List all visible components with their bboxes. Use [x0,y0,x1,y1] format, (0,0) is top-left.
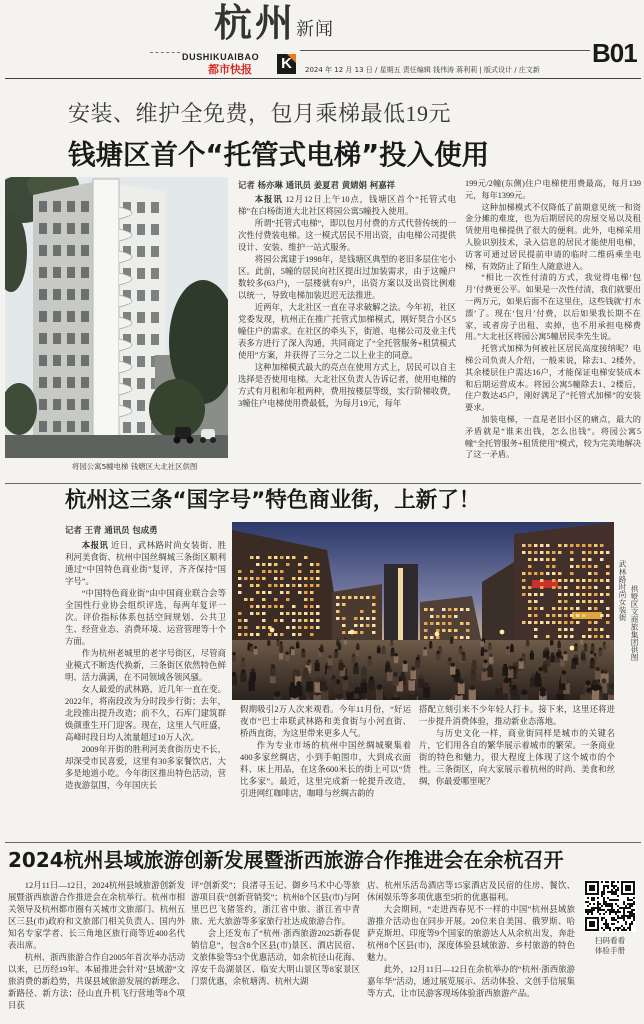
masthead-rule [300,50,590,51]
paragraph: 这种加梯模式最大的亮点在使用方式上，居民可以自主选择是否使用电梯。大北社区负责人告诉记者，使用电梯的方式有月租和年租两种，费用按楼层等级，实行阶梯收费，3幢住户电梯使用费最低，为每月19元，每年 [238,363,456,408]
qr-code-icon [584,880,636,932]
section-divider [5,842,641,843]
building-photo [5,177,228,458]
brand-name: 都市快报 [208,63,252,76]
article2-photo-caption-credit: 拱墅区文商旅集团供图 [630,585,639,661]
article2-column-1 [65,539,226,839]
qr-caption [582,936,638,956]
section-subtitle: 新闻 [296,19,334,40]
article1-column-1 [238,193,456,480]
lead-label: 本报讯 [81,540,109,550]
qr-caption-line: 体验手册 [594,946,626,955]
logo-letter: K [281,55,292,72]
article2-headline: 杭州这三条“国字号”特色商业街，上新了！ [65,488,481,513]
paragraph: “中国特色商业街”由中国商业联合会等全国性行业协会组织评选，每两年复评一次。评价指标体系包括空间规划、公共卫生、经营业态、消费环境、运营管理等十个方面。 [65,589,226,646]
paragraph: “相比一次性付清的方式，我觉得电梯‘包月’付费更公平。如果是一次性付清，我们就要出一两万元，如果后面不在这里住，这些钱就‘打水漂’了。现在‘包月’付费，以后如果我长期不在家，或者房子出租、卖掉，也不用承担电梯费用。”大北社区将园公寓5幢居民李先生说。 [465,273,641,342]
section-title: 杭州 [214,1,297,45]
dateline: 2024 年 12 月 13 日 / 星期五 责任编辑 钱伟涛 蒋利莉 | 版式设计 / 庄文新 [305,66,540,74]
article1-column-2 [465,178,641,480]
paragraph: 评“创新奖”；良渚寻玉记、御乡马术中心等旅游项目获“创新营销奖”；杭州8个区县(市)与阿里巴巴飞猪签约，浙江省中旅、浙江省中青旅、光大旅游等多家旅行社达成旅游合作。 [191,881,360,926]
street-photo [232,522,614,700]
paragraph: 作为杭州老城里的老字号街区，尽管商业模式不断迭代换新，三条街区依然特色鲜明、活力满满，在不同领域各领风骚。 [65,649,226,682]
paragraph: 会上还发布了“杭州·浙西旅游2025新春促销信息”，包含8个区县(市)景区、酒店民宿、文旅体验等53个优惠活动，如余杭径山花海、淳安千岛湖景区、临安大明山景区等8家景区门票优惠，余杭塘湾、杭州大湖 [191,929,360,986]
paragraph: 女人最爱的武林路，近几年一直在变。2022年，将南段改为分时段步行街；去年，北段推出提升改造；前不久，石库门建筑群焕颜重生开门迎客。现在，这里人气旺盛，高峰时段日均人流量超过10万人次。 [65,685,226,742]
paragraph: 杭州、浙西旅游合作自2005年首次举办活动以来，已历经19年。本届推进会针对“县域游”文旅消费的新趋势，共谋县域旅游发展的新理念、新路径、新方法；径山直升机飞行营地等8个项目获 [8,953,185,1010]
paragraph: 2009年开街的胜利河美食街历史不长，却深受市民喜爱，这里有30多家餐饮店，大多是地道小吃。今年街区推出特色活动，营造夜游氛围，今年国庆长 [65,745,226,790]
paragraph: 将园公寓建于1998年，是钱塘区典型的老旧多层住宅小区。此前，5幢的居民向社区提出过加装需求，由于这幢户数较多(63户)，一层楼就有9户，出资方案以及出资比例难以统一，导致电梯加装迟迟无法推进。 [238,255,456,300]
paragraph: 假期吸引2万人次来观看。今年11月份，“好运夜市”巴士串联武林路和美食街与小河直街、桥西直街，为这里带来更多人气。 [240,705,411,738]
paragraph: 199元/2幢(东侧)住户电梯使用费最高，每月139元，每年1399元。 [465,179,641,200]
paragraph: 店、杭州乐活岛酒店等15家酒店及民宿的住房、餐饮、休闲娱乐等多项优惠至5折的优惠福利。 [367,881,575,902]
article1-byline: 记者 杨亦琳 通讯员 姜夏君 黄婧娟 柯嘉祥 [238,180,395,190]
paragraph: 此外，12月11日—12日在余杭举办的“杭州·浙西旅游嘉年华”活动，通过展览展示、活动体验、文创手信展集等方式，让市民游客现场体验浙西旅游产品。 [367,965,575,998]
masthead-dash-rule [150,52,180,53]
article2-photo-caption-subject: 武林路时尚女装街 [618,560,627,621]
paragraph: 本报讯 近日，武林路时尚女装街、胜利河美食街、杭州中国丝绸城三条街区顺利通过“中国特色商业街”复评，齐齐保持“国字号”。 [65,540,226,586]
qr-caption-line: 扫码看看 [594,936,626,945]
paragraph: 与历史文化一样，商业街同样是城市的关键名片，它们用各自的繁华展示着城市的繁荣。一条商业街的特色和魅力，很大程度上体现了这个城市的个性。三条街区，向大家展示着杭州的时尚、美食和丝绸，你最爱哪里呢？ [419,729,615,786]
page-number: B01 [592,38,637,68]
article3-headline: 2024杭州县域旅游创新发展暨浙西旅游合作推进会在余杭召开 [8,848,564,872]
article3-column-2 [191,880,360,1022]
article2-column-3 [419,704,615,838]
article3-column-3 [367,880,575,1022]
paragraph: 搭配立刻引来不少年轻人打卡。接下来，这里还将进一步提升消费体验，推动新业态落地。 [419,705,615,726]
article1-kicker: 安装、维护全免费，包月乘梯最低19元 [68,101,452,126]
article1-photo-caption: 将园公寓5幢电梯 钱塘区大北社区供图 [72,462,198,471]
paragraph: 所谓“托管式电梯”，即以包月付费的方式代替传统的一次性付费装电梯。这一模式居民不用出资，由电梯公司提供设计、安装、维护一站式服务。 [238,219,456,252]
paragraph: 大会期间，“走进西春见不一样的中国”杭州县域旅游推介活动也在同步开展。20位来自美国、俄罗斯、哈萨克斯坦、印度等9个国家的旅游达人从余杭出发，奔赴杭州8个区县(市)，深度体验县域旅游、乡村旅游的特色魅力。 [367,905,575,962]
paragraph: 这种加梯模式不仅降低了前期意见统一和资金分摊的难度，也为后期居民的房屋交易以及租赁使用电梯提供了很大的便利。此外，电梯采用人脸识别技术，录入信息的居民才能使用电梯，访客可通过居民提前申请的临时二维码乘坐电梯，有效防止了陌生人随意进入。 [465,202,641,271]
paragraph: 本报讯 12月12日上午10点，钱塘区首个“托管式电梯”在白杨街道大北社区将园公寓5幢投入使用。 [238,194,456,216]
paragraph: 近两年，大北社区一直在寻求破解之法。今年初，社区党委发现，杭州正在推广托管式加梯模式，刚好契合小区5幢住户的需求。在社区的牵头下，街道、电梯公司及业主代表多方进行了深入沟通，共同商定了“全托管服务+租赁模式使用”方案，并获得了三分之二以上业主的同意。 [238,303,456,360]
article2-column-2 [240,704,411,838]
article1-headline: 钱塘区首个“托管式电梯”投入使用 [68,139,490,171]
brand-latin: DUSHIKUAIBAO [182,52,260,62]
article3-column-1 [8,880,185,1022]
section-divider [5,483,641,484]
paragraph: 12月11日—12日，2024杭州县域旅游创新发展暨浙西旅游合作推进会在余杭举行。杭州市相关领导及杭州都市圈有关城市文旅部门、杭州五区三县(市)政府和文旅部门相关负责人、国内外知名专家学者、长三角地区旅行商等近400名代表出席。 [8,881,185,950]
paragraph: 托管式加梯为何被社区居民高度接纳呢？电梯公司负责人介绍，一般来说，除去1、2楼外，其余楼层住户需达16户，才能保证电梯安装成本和后期运营成本。将园公寓5幢除去1、2楼后，住户数达45户，刚好满足了“托管式加梯”的安装要求。 [465,344,641,413]
brand-logo-icon [277,54,296,74]
paragraph: 加装电梯，一直是老旧小区的痛点，最大的矛盾就是“谁来出钱，怎么出钱”。将园公寓5幢“全托管服务+租赁使用”模式，较为完美地解决了这一矛盾。 [465,414,641,460]
paragraph: 作为专业市场的杭州中国丝绸城聚集着400多家丝绸店，小到手帕围巾，大到成衣面料、床上用品，在这条600米长的街上可以“货比多家”。最近，这里完成新一轮提升改造，引进网红咖啡店，咖啡与丝绸古韵的 [240,741,411,798]
article2-byline: 记者 王青 通讯员 包成勇 [65,525,158,535]
header-divider [5,78,641,79]
lead-label: 本报讯 [254,194,283,204]
